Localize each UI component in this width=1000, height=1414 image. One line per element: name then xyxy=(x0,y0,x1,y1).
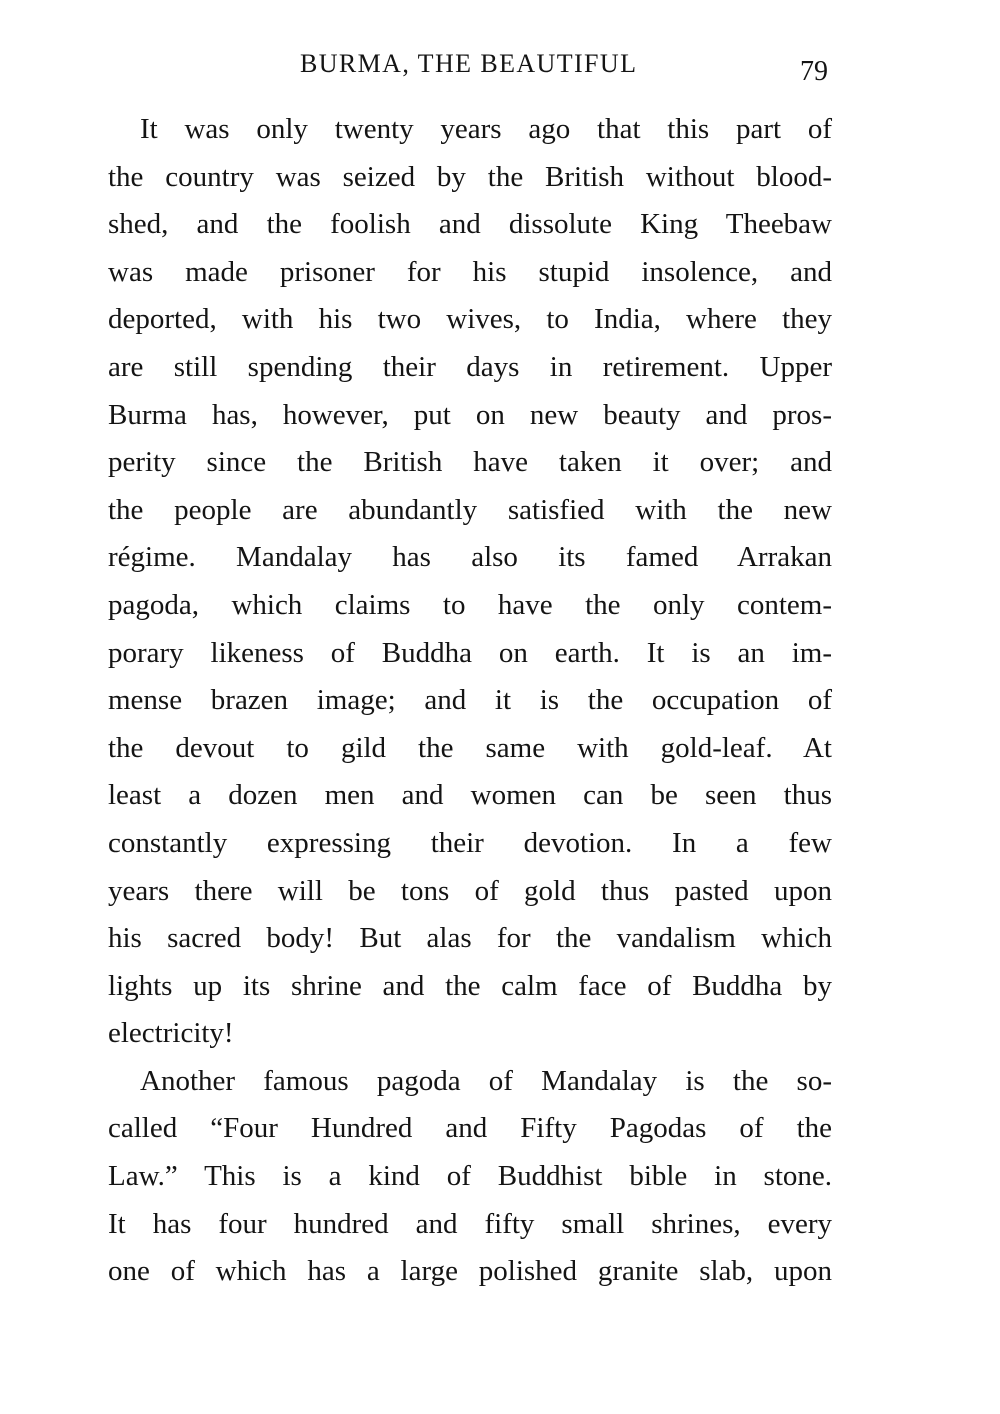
text-line: porary likeness of Buddha on earth. It is an im- xyxy=(108,636,832,669)
text-line: his sacred body! But alas for the vandalism which xyxy=(108,922,832,955)
text-line: electricity! xyxy=(108,1017,234,1050)
text-line: deported, with his two wives, to India, where they xyxy=(108,303,832,336)
text-line: pagoda, which claims to have the only contem- xyxy=(108,588,832,621)
text-line: the people are abundantly satisfied with the new xyxy=(108,493,832,526)
text-line: was made prisoner for his stupid insolence, and xyxy=(108,255,832,288)
text-line: Law.” This is a kind of Buddhist bible in stone. xyxy=(108,1160,832,1193)
text-line: Another famous pagoda of Mandalay is the so- xyxy=(140,1064,832,1097)
text-line: are still spending their days in retirement. Upper xyxy=(108,350,832,383)
text-line: one of which has a large polished granite slab, upon xyxy=(108,1255,832,1288)
text-line: mense brazen image; and it is the occupation of xyxy=(108,684,832,717)
text-line: the devout to gild the same with gold-leaf. At xyxy=(108,731,832,764)
paragraph-1 xyxy=(108,106,832,1058)
text-line: perity since the British have taken it over; and xyxy=(108,446,832,479)
text-line: called “Four Hundred and Fifty Pagodas of the xyxy=(108,1112,832,1145)
text-line: years there will be tons of gold thus pasted upon xyxy=(108,874,832,907)
text-line: constantly expressing their devotion. In a few xyxy=(108,826,832,859)
text-line: least a dozen men and women can be seen thus xyxy=(108,779,832,812)
text-line: It has four hundred and fifty small shrines, every xyxy=(108,1207,832,1240)
paragraph-2 xyxy=(108,1058,832,1296)
text-line: shed, and the foolish and dissolute King Theebaw xyxy=(108,208,832,241)
text-line: It was only twenty years ago that this part of xyxy=(140,113,832,145)
text-line: lights up its shrine and the calm face of Buddha by xyxy=(108,969,832,1002)
text-line: the country was seized by the British without blood- xyxy=(108,160,832,193)
text-line: régime. Mandalay has also its famed Arrakan xyxy=(108,541,832,574)
text-line: Burma has, however, put on new beauty and pros- xyxy=(108,398,832,431)
body-text xyxy=(108,106,832,1296)
running-title: BURMA, THE BEAUTIFUL xyxy=(300,49,638,78)
page-number: 79 xyxy=(800,56,828,87)
